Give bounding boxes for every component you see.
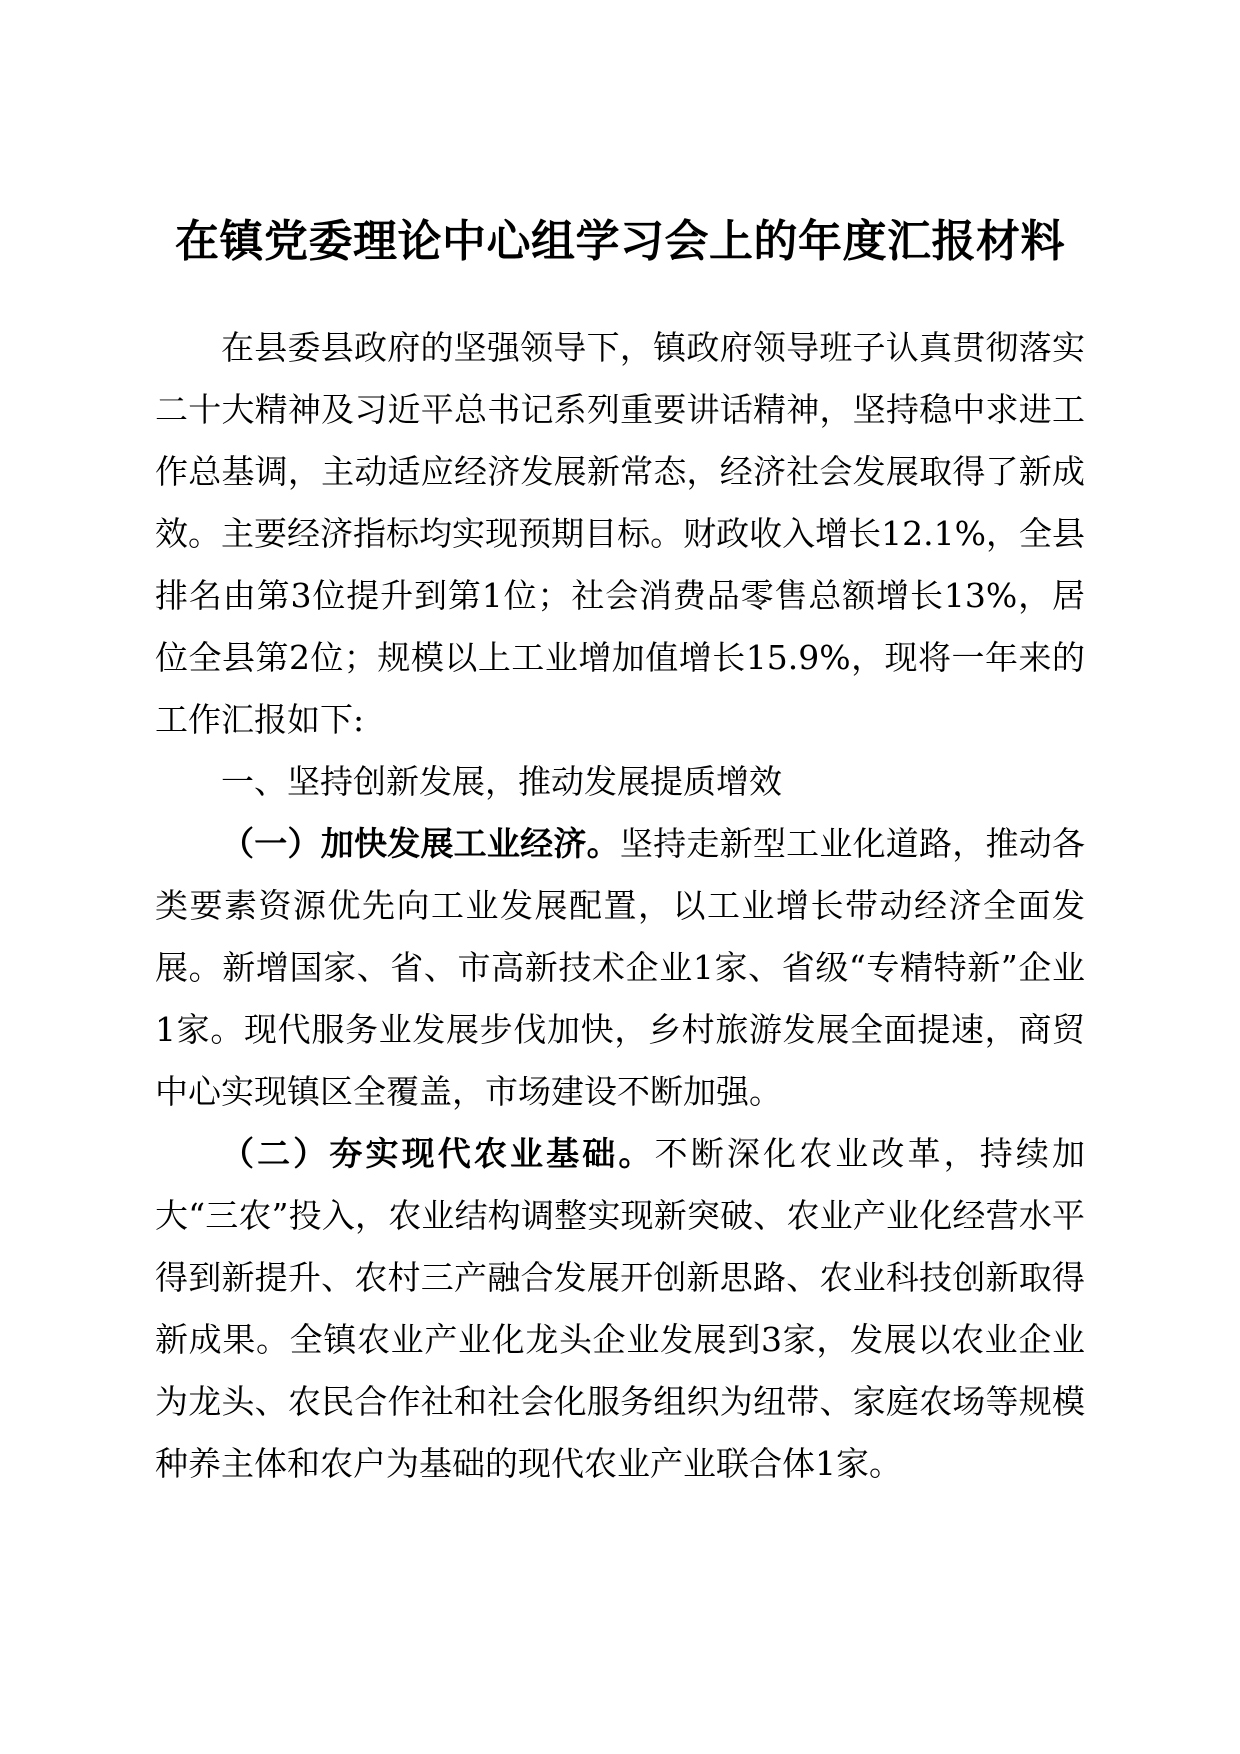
section-1-item-2-text: 不断深化农业改革，持续加大“三农”投入，农业结构调整实现新突破、农业产业化经营水平得到新提升、农村三产融合发展开创新思路、农业科技创新取得新成果。全镇农业产业化龙头企业发展到3家，发展以农业企业为龙头、农民合作社和社会化服务组织为纽带、家庭农场等规模种养主体和农户为基础的现代农业产业联合体1家。 (155, 1134, 1086, 1483)
intro-paragraph: 在县委县政府的坚强领导下，镇政府领导班子认真贯彻落实二十大精神及习近平总书记系列重要讲话精神，坚持稳中求进工作总基调，主动适应经济发展新常态，经济社会发展取得了新成效。主要经济指标均实现预期目标。财政收入增长12.1%，全县排名由第3位提升到第1位；社会消费品零售总额增长13%，居位全县第2位；规模以上工业增加值增长15.9%，现将一年来的工作汇报如下: (155, 328, 1085, 739)
section-1-item-1-text: 坚持走新型工业化道路，推动各类要素资源优先向工业发展配置，以工业增长带动经济全面发展。新增国家、省、市高新技术企业1家、省级“专精特新”企业1家。现代服务业发展步伐加快，乡村旅游发展全面提速，商贸中心实现镇区全覆盖，市场建设不断加强。 (155, 824, 1086, 1111)
section-1-item-1-label: （一）加快发展工业经济。 (221, 824, 620, 863)
document-title: 在镇党委理论中心组学习会上的年度汇报材料 (175, 216, 1065, 267)
document-body (155, 317, 1085, 1495)
section-1-item-2 (155, 1123, 1085, 1495)
section-1-heading: 一、坚持创新发展，推动发展提质增效 (221, 762, 782, 801)
section-1-item-1 (155, 813, 1085, 1123)
section-1-item-2-label: （二）夯实现代农业基础。 (221, 1134, 655, 1173)
